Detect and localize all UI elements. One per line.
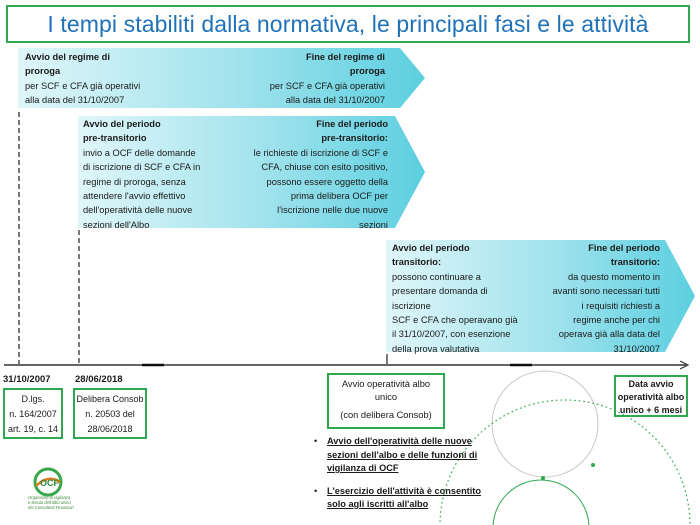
slide-title-box — [6, 5, 690, 43]
bullet-item: • Avvio dell'operatività delle nuove sezioni dell'albo e delle funzioni di vigilanza di OCF — [314, 436, 478, 473]
delibera-box: Delibera Consob n. 20503 del 28/06/2018 — [73, 388, 147, 439]
phase-pre-transitorio-end: Fine del periodo pre-transitorio: le richieste di iscrizione di SCF e CFA, chiuse con esito positivo, possono essere oggetto della prima delibera OCF per l'iscrizione nelle due nuove sezioni — [253, 119, 388, 230]
dlgs-box: D.lgs. n. 164/2007 art. 19, c. 14 — [3, 388, 63, 439]
bullet-item: • L'esercizio dell'attività è consentito solo agli iscritti all'albo — [314, 485, 481, 509]
phase-transitorio-end: Fine del periodo transitorio: da questo momento in avanti sono necessari tutti i requisiti richiesti a regime anche per chi operava già alla data del 31/10/2007 — [552, 243, 660, 354]
phase-proroga-end: Fine del regime di proroga per SCF e CFA già operativi alla data del 31/10/2007 — [269, 52, 385, 106]
logo-caption: Organismo di vigilanza e tenuta dell'albo unico dei Consulenti Finanziari — [28, 495, 74, 510]
date-2018: 28/06/2018 — [75, 374, 123, 385]
phase-proroga-start: Avvio del regime di proroga per SCF e CFA già operativi alla data del 31/10/2007 — [25, 52, 141, 106]
bullet-list — [314, 435, 514, 521]
data-avvio-box: Data avvio operatività albo unico + 6 mesi — [614, 375, 688, 417]
bullet-dot: • — [314, 485, 318, 496]
bullet-dot: • — [314, 436, 318, 446]
logo-acronym: OCF — [40, 478, 59, 488]
phase-pre-transitorio-start: Avvio del periodo pre-transitorio invio a OCF delle domande di iscrizione di SCF e CFA in regime di proroga, senza attendere l'avvio effettivo dell'operatività delle nuove sezioni dell'Albo — [83, 119, 201, 230]
phase-transitorio-start: Avvio del periodo transitorio: possono continuare a presentare domanda di iscrizione SCF e CFA che operavano già il 31/10/2007, con esenzione della prova valutativa — [392, 243, 518, 354]
avvio-albo-box: Avvio operatività albo unico (con delibera Consob) — [327, 373, 445, 429]
slide-title: I tempi stabiliti dalla normativa, le principali fasi e le attività — [47, 10, 649, 37]
date-2007: 31/10/2007 — [3, 374, 51, 385]
